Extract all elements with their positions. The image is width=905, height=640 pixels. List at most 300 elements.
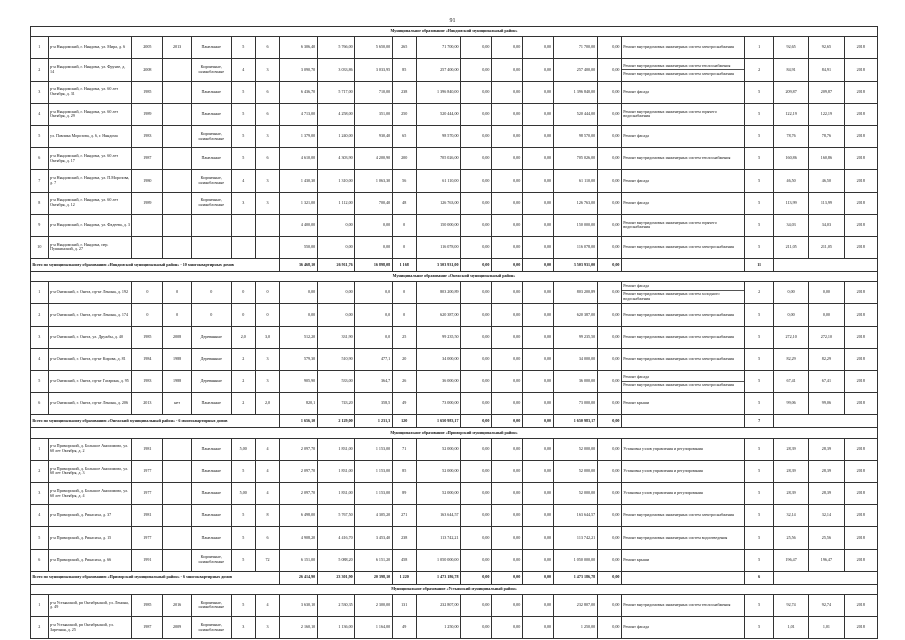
cell-a-res: 2 530,35 — [317, 594, 354, 616]
cell-entr: 3 — [255, 192, 279, 214]
cell-c-src: 0,00 — [597, 304, 621, 326]
cell-c-total: 705 026,00 — [416, 148, 460, 170]
cell-c-fund: 0,00 — [460, 81, 491, 103]
cell-d-year: 2018 — [844, 81, 877, 103]
cell-d-year: 2018 — [844, 304, 877, 326]
cell-d-max: 1,01 — [809, 617, 844, 639]
cell-people: 458 — [392, 549, 416, 571]
table-row — [31, 393, 878, 415]
table-row — [31, 214, 878, 236]
cell-people: 250 — [392, 103, 416, 125]
cell-a-own: 700,40 — [355, 192, 392, 214]
table-row — [31, 59, 878, 81]
cell-year: 1981 — [132, 505, 163, 527]
cell-c-total: 34 000,00 — [416, 348, 460, 370]
cell-c-reg: 0,00 — [491, 371, 522, 393]
cell-c-mun: 0,00 — [522, 527, 553, 549]
cell-d-area: 5 — [745, 348, 774, 370]
cell-a-total: 4 400,00 — [280, 214, 317, 236]
cell-floors: 3 — [231, 192, 255, 214]
cell-c-src: 0,00 — [597, 549, 621, 571]
cell-wall: Кирпичные, шлакоблочные — [191, 549, 231, 571]
cell-c-own: 257 400,00 — [553, 59, 597, 81]
cell-year2 — [163, 81, 192, 103]
cell-c-mun: 0,00 — [522, 103, 553, 125]
cell-works — [621, 81, 744, 103]
cell-a-res: 1 240,00 — [317, 125, 354, 147]
total-label: Всего по муниципальному образованию «Онежский муниципальный район» - 6 многоквартирных домов — [31, 415, 280, 428]
cell-d-area: 5 — [745, 192, 774, 214]
cell-c-fund: 0,00 — [460, 236, 491, 258]
cell-c-total: 803 200,89 — [416, 282, 460, 304]
cell-entr — [255, 214, 279, 236]
cell-c-fund: 0,00 — [460, 304, 491, 326]
cell-d-max: 84,91 — [809, 59, 844, 81]
cell-d-unit: 28,39 — [773, 482, 808, 504]
cell-c-total: 232 807,00 — [416, 594, 460, 616]
cell-n: 3 — [31, 482, 49, 504]
cell-c-reg: 0,00 — [491, 527, 522, 549]
cell-works — [621, 304, 744, 326]
cell-c-reg: 0,00 — [491, 460, 522, 482]
cell-c-total: 52 000,00 — [416, 482, 460, 504]
cell-a-total: 6 306,40 — [280, 37, 317, 59]
total-c-src: 0,00 — [597, 415, 621, 428]
cell-c-reg: 0,00 — [491, 326, 522, 348]
total-a-res: 23 301,90 — [317, 571, 354, 584]
cell-c-reg: 0,00 — [491, 170, 522, 192]
cell-d-max: 32,14 — [809, 505, 844, 527]
cell-people: 238 — [392, 81, 416, 103]
cell-c-mun: 0,00 — [522, 304, 553, 326]
cell-c-mun: 0,00 — [522, 125, 553, 147]
cell-d-max: 82,29 — [809, 348, 844, 370]
cell-c-fund: 0,00 — [460, 527, 491, 549]
cell-c-src: 0,00 — [597, 371, 621, 393]
cell-year2: 2013 — [163, 37, 192, 59]
cell-people: 89 — [392, 482, 416, 504]
cell-c-reg: 0,00 — [491, 148, 522, 170]
cell-year: 1983 — [132, 371, 163, 393]
cell-d-max: 122,19 — [809, 103, 844, 125]
cell-d-year: 2018 — [844, 192, 877, 214]
cell-c-src: 0,00 — [597, 192, 621, 214]
cell-d-unit: 92,65 — [773, 37, 808, 59]
total-a-total: 1 656,10 — [280, 415, 317, 428]
cell-c-reg: 0,00 — [491, 59, 522, 81]
cell-addr: р-н Приморский, д. Большое Анисимово, ул. 60 лет Октября, д. 4 — [48, 482, 132, 504]
cell-c-own: 36 000,00 — [553, 371, 597, 393]
cell-works — [621, 192, 744, 214]
cell-year2 — [163, 482, 192, 504]
total-people: 120 — [392, 415, 416, 428]
cell-d-unit: 0,00 — [773, 304, 808, 326]
cell-d-year: 2018 — [844, 438, 877, 460]
cell-entr: 3 — [255, 617, 279, 639]
cell-c-fund: 0,00 — [460, 460, 491, 482]
table-row — [31, 348, 878, 370]
cell-d-max: 92,74 — [809, 594, 844, 616]
cell-d-area: 5 — [745, 460, 774, 482]
total-a-res: 2 129,00 — [317, 415, 354, 428]
cell-floors — [231, 236, 255, 258]
total-count: 11 — [745, 259, 774, 272]
cell-c-own: 73 000,00 — [553, 393, 597, 415]
cell-year2: 1988 — [163, 371, 192, 393]
cell-a-total: 6 151,00 — [280, 549, 317, 571]
cell-d-unit: 67,41 — [773, 371, 808, 393]
cell-c-own: 1 250,00 — [553, 617, 597, 639]
cell-c-total: 520 444,00 — [416, 103, 460, 125]
work-type: Установка узлов управления и регулирования — [623, 490, 703, 496]
work-type: Ремонт внутридомовых инженерных систем электроснабжения — [623, 244, 734, 250]
total-label: Всего по муниципальному образованию «Приморский муниципальный район» - 6 многоквартирных домов — [31, 571, 280, 584]
cell-d-year: 2018 — [844, 527, 877, 549]
cell-entr: 3 — [255, 170, 279, 192]
cell-a-total: 820,1 — [280, 393, 317, 415]
work-type: Установка узлов управления и регулирования — [623, 467, 703, 473]
cell-wall: 0 — [191, 304, 231, 326]
cell-works — [621, 214, 744, 236]
cell-a-res: 5 767,50 — [317, 505, 354, 527]
cell-a-total: 1 430,30 — [280, 170, 317, 192]
cell-a-own: 0,00 — [355, 236, 392, 258]
cell-a-total: 6 498,00 — [280, 505, 317, 527]
cell-d-year: 2018 — [844, 37, 877, 59]
cell-d-max: 272,10 — [809, 326, 844, 348]
cell-wall: Панельные — [191, 81, 231, 103]
cell-a-res: 510,90 — [317, 348, 354, 370]
total-c-mun: 0,00 — [522, 571, 553, 584]
cell-d-unit: 1,01 — [773, 617, 808, 639]
total-blank — [621, 571, 744, 584]
cell-c-mun: 0,00 — [522, 81, 553, 103]
cell-d-unit: 84,91 — [773, 59, 808, 81]
total-count: 6 — [745, 571, 774, 584]
cell-wall: Кирпичные, шлакоблочные — [191, 170, 231, 192]
cell-wall: Панельные — [191, 37, 231, 59]
table-row — [31, 326, 878, 348]
cell-year: 1980 — [132, 170, 163, 192]
cell-c-fund: 0,00 — [460, 59, 491, 81]
work-type: Ремонт фасада — [623, 88, 649, 94]
cell-c-total: 36 000,00 — [416, 371, 460, 393]
cell-d-area: 2 — [745, 59, 774, 81]
cell-c-total: 113 742,21 — [416, 527, 460, 549]
section-title-row — [31, 27, 878, 37]
cell-d-max: 99,06 — [809, 393, 844, 415]
cell-d-unit: 32,14 — [773, 505, 808, 527]
cell-d-max: 28,39 — [809, 438, 844, 460]
cell-d-year: 2018 — [844, 549, 877, 571]
cell-c-reg: 0,00 — [491, 348, 522, 370]
cell-d-year: 2018 — [844, 125, 877, 147]
cell-c-mun: 0,00 — [522, 148, 553, 170]
cell-c-mun: 0,00 — [522, 505, 553, 527]
cell-c-mun: 0,00 — [522, 438, 553, 460]
cell-c-own: 61 110,00 — [553, 170, 597, 192]
cell-d-unit: 196,47 — [773, 549, 808, 571]
cell-d-area: 5 — [745, 594, 774, 616]
total-a-own: 1 231,3 — [355, 415, 392, 428]
cell-d-year: 2018 — [844, 282, 877, 304]
cell-c-fund: 0,00 — [460, 326, 491, 348]
cell-c-mun: 0,00 — [522, 549, 553, 571]
cell-d-max: 209,87 — [809, 81, 844, 103]
cell-c-own: 803 200,89 — [553, 282, 597, 304]
cell-c-reg: 0,00 — [491, 617, 522, 639]
cell-c-own: 1 050 000,00 — [553, 549, 597, 571]
section-total-row — [31, 259, 878, 272]
cell-d-unit: 25,56 — [773, 527, 808, 549]
cell-n: 10 — [31, 236, 49, 258]
cell-d-year: 2018 — [844, 326, 877, 348]
cell-d-max: 78,76 — [809, 125, 844, 147]
cell-a-total: 1 321,00 — [280, 192, 317, 214]
cell-d-max: 28,39 — [809, 482, 844, 504]
work-type: Ремонт фасада — [623, 199, 649, 205]
cell-d-area: 5 — [745, 371, 774, 393]
work-type: Ремонт фасада — [623, 177, 649, 183]
cell-entr: 0 — [255, 282, 279, 304]
work-type: Установка узлов управления и регулирования — [623, 445, 703, 451]
cell-entr: 6 — [255, 37, 279, 59]
cell-works — [621, 326, 744, 348]
cell-c-mun: 0,00 — [522, 348, 553, 370]
cell-c-reg: 0,00 — [491, 125, 522, 147]
work-type: Ремонт внутридомовых инженерных систем электроснабжения — [623, 356, 734, 362]
cell-floors: 5 — [231, 37, 255, 59]
table-row — [31, 482, 878, 504]
total-c-total: 1 473 186,78 — [416, 571, 460, 584]
cell-c-total: 98 570,00 — [416, 125, 460, 147]
cell-d-max: 211,05 — [809, 236, 844, 258]
cell-entr: 6 — [255, 103, 279, 125]
cell-entr: 0 — [255, 304, 279, 326]
cell-works — [621, 103, 744, 125]
cell-year: 1987 — [132, 148, 163, 170]
cell-a-res: 1 831,00 — [317, 482, 354, 504]
cell-people: 71 — [392, 438, 416, 460]
cell-wall: Деревянные — [191, 348, 231, 370]
total-c-src: 0,00 — [597, 571, 621, 584]
cell-d-unit: 122,19 — [773, 103, 808, 125]
cell-c-mun: 0,00 — [522, 192, 553, 214]
cell-d-unit: 28,39 — [773, 460, 808, 482]
cell-a-res: 5 088,20 — [317, 549, 354, 571]
cell-n: 5 — [31, 527, 49, 549]
cell-c-total: 1 396 840,00 — [416, 81, 460, 103]
total-c-total: 3 503 931,00 — [416, 259, 460, 272]
cell-c-own: 113 742,21 — [553, 527, 597, 549]
cell-a-res: 0,00 — [317, 236, 354, 258]
work-type: Ремонт внутридомовых инженерных систем электроснабжения — [622, 69, 744, 76]
cell-addr: р-н Няндомский, г. Няндома, ул. Фадеева, д. 3 — [48, 214, 132, 236]
cell-d-area: 5 — [745, 482, 774, 504]
cell-a-total: 6 436,70 — [280, 81, 317, 103]
cell-wall: Кирпичные, шлакоблочные — [191, 192, 231, 214]
cell-entr — [255, 236, 279, 258]
cell-c-src: 0,00 — [597, 103, 621, 125]
cell-n: 1 — [31, 282, 49, 304]
cell-a-own: 3 033,95 — [355, 59, 392, 81]
cell-wall: Панельные — [191, 103, 231, 125]
cell-d-area: 2 — [745, 282, 774, 304]
cell-n: 2 — [31, 304, 49, 326]
cell-d-area: 5 — [745, 505, 774, 527]
cell-c-src: 0,00 — [597, 148, 621, 170]
cell-n: 1 — [31, 594, 49, 616]
cell-n: 7 — [31, 170, 49, 192]
cell-a-res: 0,00 — [317, 214, 354, 236]
cell-d-unit: 82,29 — [773, 348, 808, 370]
cell-year: 1984 — [132, 348, 163, 370]
cell-year — [132, 214, 163, 236]
cell-wall: Панельные — [191, 393, 231, 415]
cell-entr: 4 — [255, 438, 279, 460]
cell-c-own: 52 000,00 — [553, 482, 597, 504]
cell-people: 271 — [392, 505, 416, 527]
cell-a-own: 1 153,00 — [355, 460, 392, 482]
cell-c-own: 1 396 840,00 — [553, 81, 597, 103]
cell-wall: Кирпичные, шлакоблочные — [191, 617, 231, 639]
cell-entr: 3,0 — [255, 326, 279, 348]
cell-c-mun: 0,00 — [522, 59, 553, 81]
work-type: Ремонт внутридомовых инженерных систем горячего водоснабжения — [623, 219, 717, 230]
cell-c-src: 0,00 — [597, 438, 621, 460]
cell-c-mun: 0,00 — [522, 460, 553, 482]
cell-c-reg: 0,00 — [491, 594, 522, 616]
cell-n: 3 — [31, 81, 49, 103]
cell-entr: 4 — [255, 460, 279, 482]
cell-d-year: 2018 — [844, 236, 877, 258]
cell-a-res: 4 416,70 — [317, 527, 354, 549]
cell-works — [621, 371, 744, 393]
work-type: Ремонт внутридомовых инженерных систем холодного водоснабжения — [622, 290, 744, 302]
cell-works — [621, 282, 744, 304]
cell-year: 1989 — [132, 103, 163, 125]
cell-c-total: 1 050 000,00 — [416, 549, 460, 571]
cell-people: 85 — [392, 460, 416, 482]
table-row — [31, 125, 878, 147]
cell-year2 — [163, 527, 192, 549]
cell-a-own: 1 164,00 — [355, 617, 392, 639]
cell-floors: 0 — [231, 304, 255, 326]
total-label: Всего по муниципальному образованию «Няндомский муниципальный район» - 10 многоквартирных домов — [31, 259, 280, 272]
cell-c-own: 34 000,00 — [553, 348, 597, 370]
cell-c-reg: 0,00 — [491, 438, 522, 460]
work-type: Ремонт крыши — [623, 556, 650, 562]
cell-year2 — [163, 103, 192, 125]
cell-c-total: 73 000,00 — [416, 393, 460, 415]
cell-year2 — [163, 59, 192, 81]
work-type: Ремонт внутридомовых инженерных систем электроснабжения — [623, 333, 734, 339]
cell-year: 1991 — [132, 549, 163, 571]
cell-people: 200 — [392, 148, 416, 170]
total-c-own: 3 503 931,00 — [553, 259, 597, 272]
cell-d-max: 25,56 — [809, 527, 844, 549]
cell-d-year: 2018 — [844, 482, 877, 504]
work-type: Ремонт крыши — [623, 400, 650, 406]
cell-year: 2013 — [132, 393, 163, 415]
cell-a-total: 2 097,70 — [280, 460, 317, 482]
total-a-own: 20 398,10 — [355, 571, 392, 584]
cell-floors: 5 — [231, 594, 255, 616]
cell-n: 1 — [31, 37, 49, 59]
cell-floors: 4 — [231, 59, 255, 81]
cell-addr: р-н Онежский, г. Онега, пр-кт Кирова, д. 81 — [48, 348, 132, 370]
cell-c-mun: 0,00 — [522, 482, 553, 504]
cell-c-own: 52 000,00 — [553, 460, 597, 482]
cell-c-fund: 0,00 — [460, 348, 491, 370]
total-c-reg: 0,00 — [491, 415, 522, 428]
cell-year: 1985 — [132, 326, 163, 348]
cell-year: 2005 — [132, 37, 163, 59]
section-title-row — [31, 272, 878, 282]
cell-c-fund: 0,00 — [460, 170, 491, 192]
cell-d-max: 34,03 — [809, 214, 844, 236]
cell-entr: 8 — [255, 505, 279, 527]
cell-entr: 4 — [255, 594, 279, 616]
cell-year2 — [163, 125, 192, 147]
cell-a-total: 4 713,00 — [280, 103, 317, 125]
cell-d-unit: 92,74 — [773, 594, 808, 616]
total-c-own: 1 473 186,78 — [553, 571, 597, 584]
table-row — [31, 148, 878, 170]
cell-floors: 2,0 — [231, 326, 255, 348]
cell-addr: р-н Няндомский, г. Няндома, ул. 60 лет Октября, д. 29 — [48, 103, 132, 125]
section-title-row — [31, 428, 878, 438]
cell-people: 0 — [392, 282, 416, 304]
cell-n: 1 — [31, 438, 49, 460]
cell-c-src: 0,00 — [597, 125, 621, 147]
cell-n: 3 — [31, 326, 49, 348]
section-title: Муниципальное образование «Няндомский муниципальный район» — [31, 27, 878, 37]
cell-a-total: 4 610,00 — [280, 148, 317, 170]
cell-c-mun: 0,00 — [522, 214, 553, 236]
cell-d-area: 5 — [745, 527, 774, 549]
cell-c-src: 0,00 — [597, 282, 621, 304]
section-title: Муниципальное образование «Онежский муниципальный район» — [31, 272, 878, 282]
cell-works — [621, 125, 744, 147]
cell-floors: 2 — [231, 371, 255, 393]
table-row — [31, 170, 878, 192]
cell-entr: 4 — [255, 482, 279, 504]
work-type: Ремонт внутридомовых инженерных систем водоотведения — [623, 534, 728, 540]
cell-d-unit: 113,99 — [773, 192, 808, 214]
cell-people: 48 — [392, 192, 416, 214]
total-count: 7 — [745, 415, 774, 428]
cell-a-own: 364,7 — [355, 371, 392, 393]
total-people: 1 168 — [392, 259, 416, 272]
cell-d-area: 5 — [745, 81, 774, 103]
cell-addr: р-н Онежский, г. Онега, пр-кт Ленина, д. 174 — [48, 304, 132, 326]
cell-d-unit: 34,03 — [773, 214, 808, 236]
cell-year2: 0 — [163, 304, 192, 326]
cell-year: 0 — [132, 304, 163, 326]
work-type: Ремонт внутридомовых инженерных систем электроснабжения — [622, 381, 744, 388]
cell-wall: Кирпичные, шлакоблочные — [191, 59, 231, 81]
cell-c-src: 0,00 — [597, 482, 621, 504]
cell-year2 — [163, 214, 192, 236]
cell-c-total: 52 000,00 — [416, 460, 460, 482]
cell-wall: Панельные — [191, 482, 231, 504]
total-c-fund: 0,00 — [460, 415, 491, 428]
total-a-total: 26 414,90 — [280, 571, 317, 584]
cell-d-year: 2018 — [844, 214, 877, 236]
work-type: Ремонт внутридомовых инженерных систем электроснабжения — [623, 512, 734, 518]
cell-c-src: 0,00 — [597, 460, 621, 482]
